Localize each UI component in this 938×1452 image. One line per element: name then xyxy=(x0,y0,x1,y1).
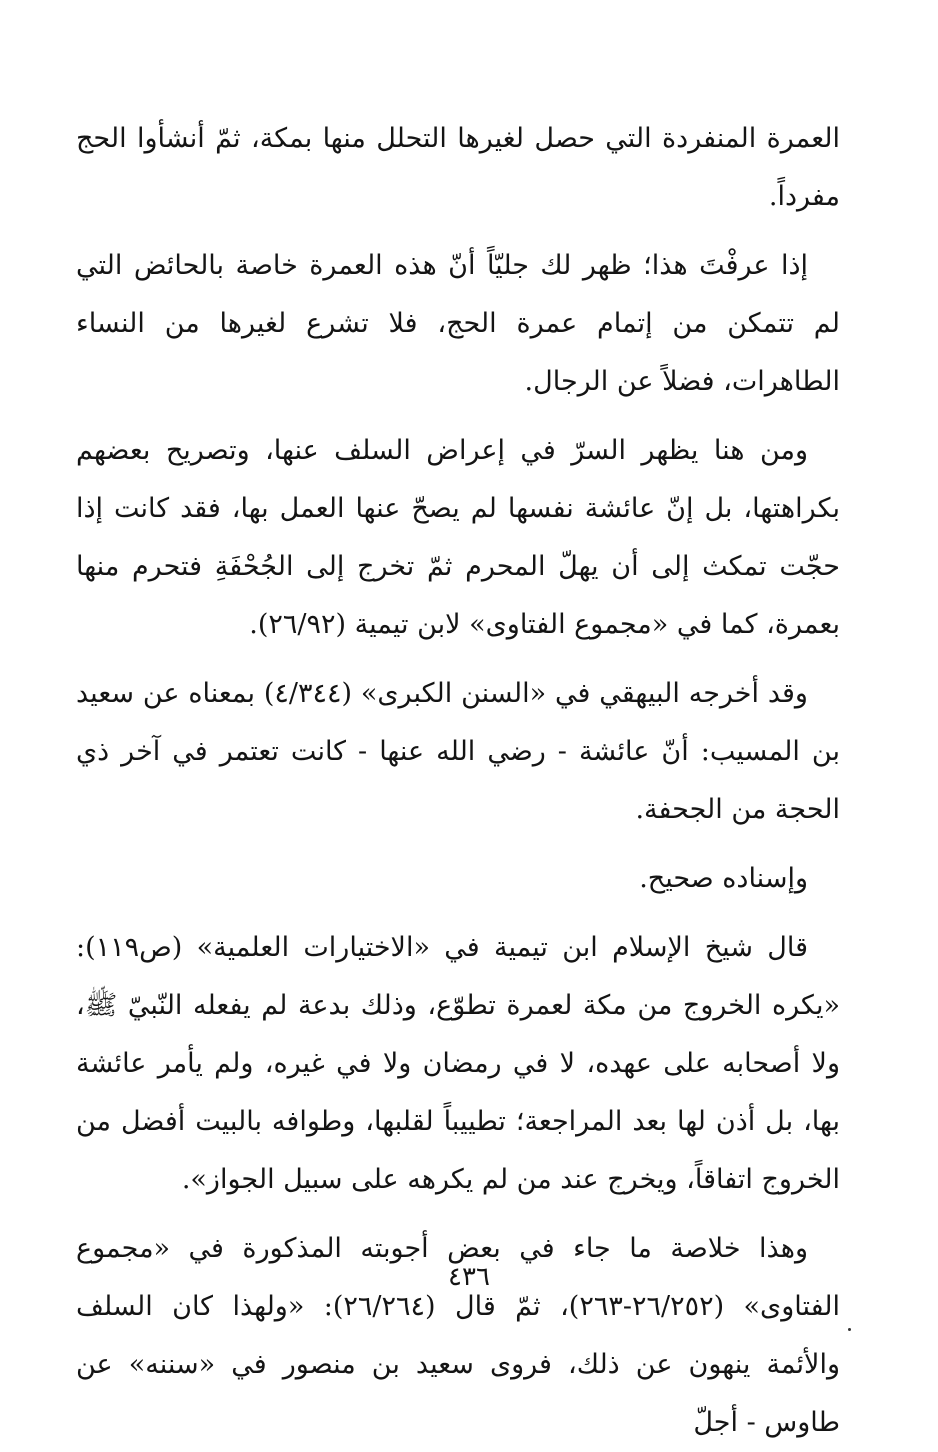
paragraph-1: العمرة المنفردة التي حصل لغيرها التحلل منها بمكة، ثمّ أنشأوا الحج مفرداً. xyxy=(76,123,840,212)
paragraph-5: وإسناده صحيح. xyxy=(639,863,808,894)
body-text xyxy=(76,110,840,1452)
paragraph-2: إذا عرفْتَ هذا؛ ظهر لك جليّاً أنّ هذه العمرة خاصة بالحائض التي لم تتمكن من إتمام عمرة الحج، فلا تشرع لغيرها من النساء الطاهرات، فضلاً عن الرجال. xyxy=(76,250,840,397)
scan-speck xyxy=(848,1328,851,1331)
paragraph-6: قال شيخ الإسلام ابن تيمية في «الاختيارات العلمية» (ص١١٩): «يكره الخروج من مكة لعمرة تطوّع، وذلك بدعة لم يفعله النّبيّ ﷺ، ولا أصحابه على عهده، لا في رمضان ولا في غيره، ولم يأمر عائشة بها، بل أذن لها بعد المراجعة؛ تطييباً لقلبها، وطوافه بالبيت أفضل من الخروج اتفاقاً، ويخرج عند من لم يكرهه على سبيل الجواز». xyxy=(76,932,840,1195)
paragraph-3: ومن هنا يظهر السرّ في إعراض السلف عنها، وتصريح بعضهم بكراهتها، بل إنّ عائشة نفسها لم يصحّ عنها العمل بها، فقد كانت إذا حجّت تمكث إلى أن يهلّ المحرم ثمّ تخرج إلى الجُحْفَةِ فتحرم منها بعمرة، كما في «مجموع الفتاوى» لابن تيمية (٢٦/٩٢). xyxy=(76,435,840,640)
paragraph-4: وقد أخرجه البيهقي في «السنن الكبرى» (٤/٣٤٤) بمعناه عن سعيد بن المسيب: أنّ عائشة - رضي الله عنها - كانت تعتمر في آخر ذي الحجة من الجحفة. xyxy=(76,678,840,825)
paragraph-7: وهذا خلاصة ما جاء في بعض أجوبته المذكورة في «مجموع الفتاوى» (٢٦/٢٥٢-٢٦٣)، ثمّ قال (٢٦/٢٦٤): «ولهذا كان السلف والأئمة ينهون عن ذلك، فروى سعيد بن منصور في «سننه» عن طاوس - أجلّ xyxy=(76,1233,840,1438)
page-number: ٤٣٦ xyxy=(448,1262,490,1292)
